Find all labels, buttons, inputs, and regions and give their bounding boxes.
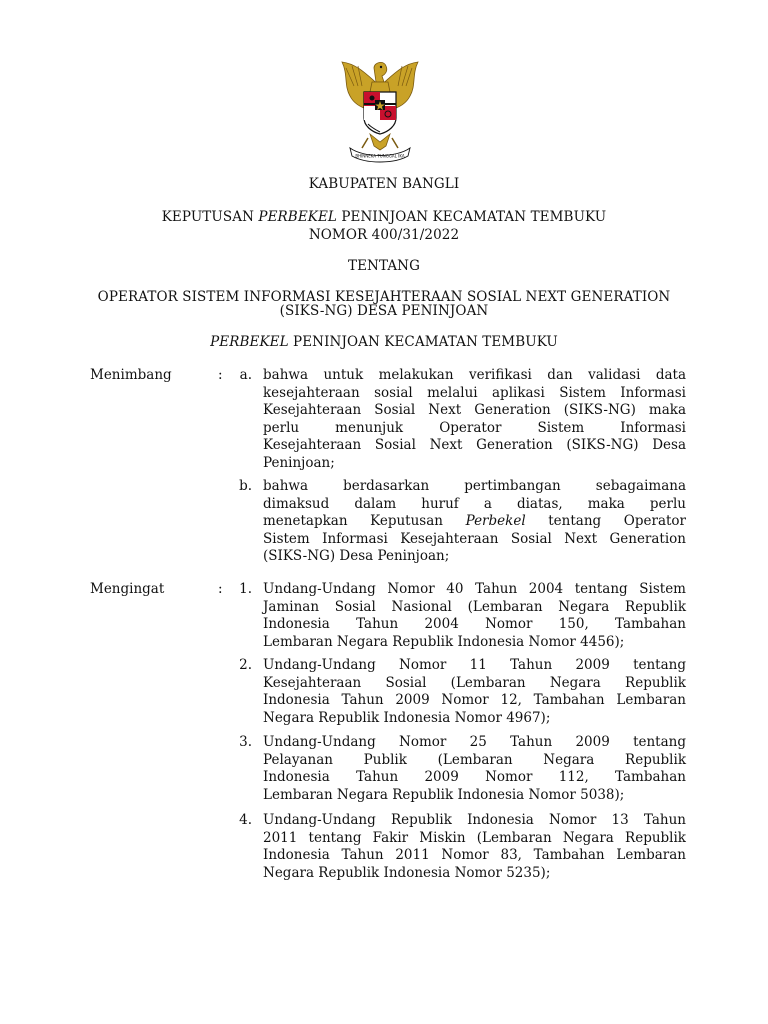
menimbang-b-text: bahwa berdasarkan pertimbangan sebagaimana dimaksud dalam huruf a diatas, maka perlu menetapkan Keputusan Perbekel tentang Operator Sistem Informasi Kesejahteraan Sosial Next Generation (SIKS-NG) Desa Peninjoan; <box>263 478 686 564</box>
menimbang-a-marker: a. <box>239 367 252 383</box>
mengingat-4-marker: 4. <box>239 812 252 828</box>
mengingat-label: Mengingat <box>90 581 165 597</box>
mengingat-3-text: Undang-Undang Nomor 25 Tahun 2009 tentang Pelayanan Publik (Lembaran Negara Republik Indonesia Tahun 2009 Nomor 112, Tambahan Lembaran Negara Republik Indonesia Nomor 5038); <box>263 734 686 803</box>
subject-line-2: (SIKS-NG) DESA PENINJOAN <box>279 303 489 319</box>
emblem-motto: BHINNEKA TUNGGAL IKA <box>355 153 405 159</box>
garuda-emblem-icon <box>328 56 432 164</box>
mengingat-3-marker: 3. <box>239 734 252 750</box>
decree-title: KEPUTUSAN PERBEKEL PENINJOAN KECAMATAN TEMBUKU <box>161 209 607 225</box>
menimbang-a-text: bahwa untuk melakukan verifikasi dan validasi data kesejahteraan sosial melalui aplikasi Sistem Informasi Kesejahteraan Sosial Next Generation (SIKS-NG) maka perlu menunjuk Operator Sistem Informasi Kesejahteraan Sosial Next Generation (SIKS-NG) Desa Peninjoan; <box>263 367 686 471</box>
subject-line-1: OPERATOR SISTEM INFORMASI KESEJAHTERAAN SOSIAL NEXT GENERATION <box>97 289 671 305</box>
mengingat-1-text: Undang-Undang Nomor 40 Tahun 2004 tentang Sistem Jaminan Sosial Nasional (Lembaran Negara Republik Indonesia Tahun 2004 Nomor 150, Tambahan Lembaran Negara Republik Indonesia Nomor 4456); <box>263 581 686 650</box>
about-heading: TENTANG <box>348 258 420 274</box>
mengingat-1-marker: 1. <box>239 581 252 597</box>
official-title: PERBEKEL PENINJOAN KECAMATAN TEMBUKU <box>210 334 558 350</box>
menimbang-colon: : <box>218 367 223 383</box>
mengingat-2-text: Undang-Undang Nomor 11 Tahun 2009 tentang Kesejahteraan Sosial (Lembaran Negara Republik Indonesia Tahun 2009 Nomor 12, Tambahan Lembaran Negara Republik Indonesia Nomor 4967); <box>263 657 686 726</box>
menimbang-label: Menimbang <box>90 367 172 383</box>
mengingat-colon: : <box>218 581 223 597</box>
menimbang-b-marker: b. <box>239 478 252 494</box>
mengingat-4-text: Undang-Undang Republik Indonesia Nomor 13 Tahun 2011 tentang Fakir Miskin (Lembaran Negara Republik Indonesia Tahun 2011 Nomor 83, Tambahan Lembaran Negara Republik Indonesia Nomor 5235); <box>263 812 686 881</box>
region-title: KABUPATEN BANGLI <box>308 176 460 192</box>
decree-number: NOMOR 400/31/2022 <box>308 227 460 243</box>
mengingat-2-marker: 2. <box>239 657 252 673</box>
